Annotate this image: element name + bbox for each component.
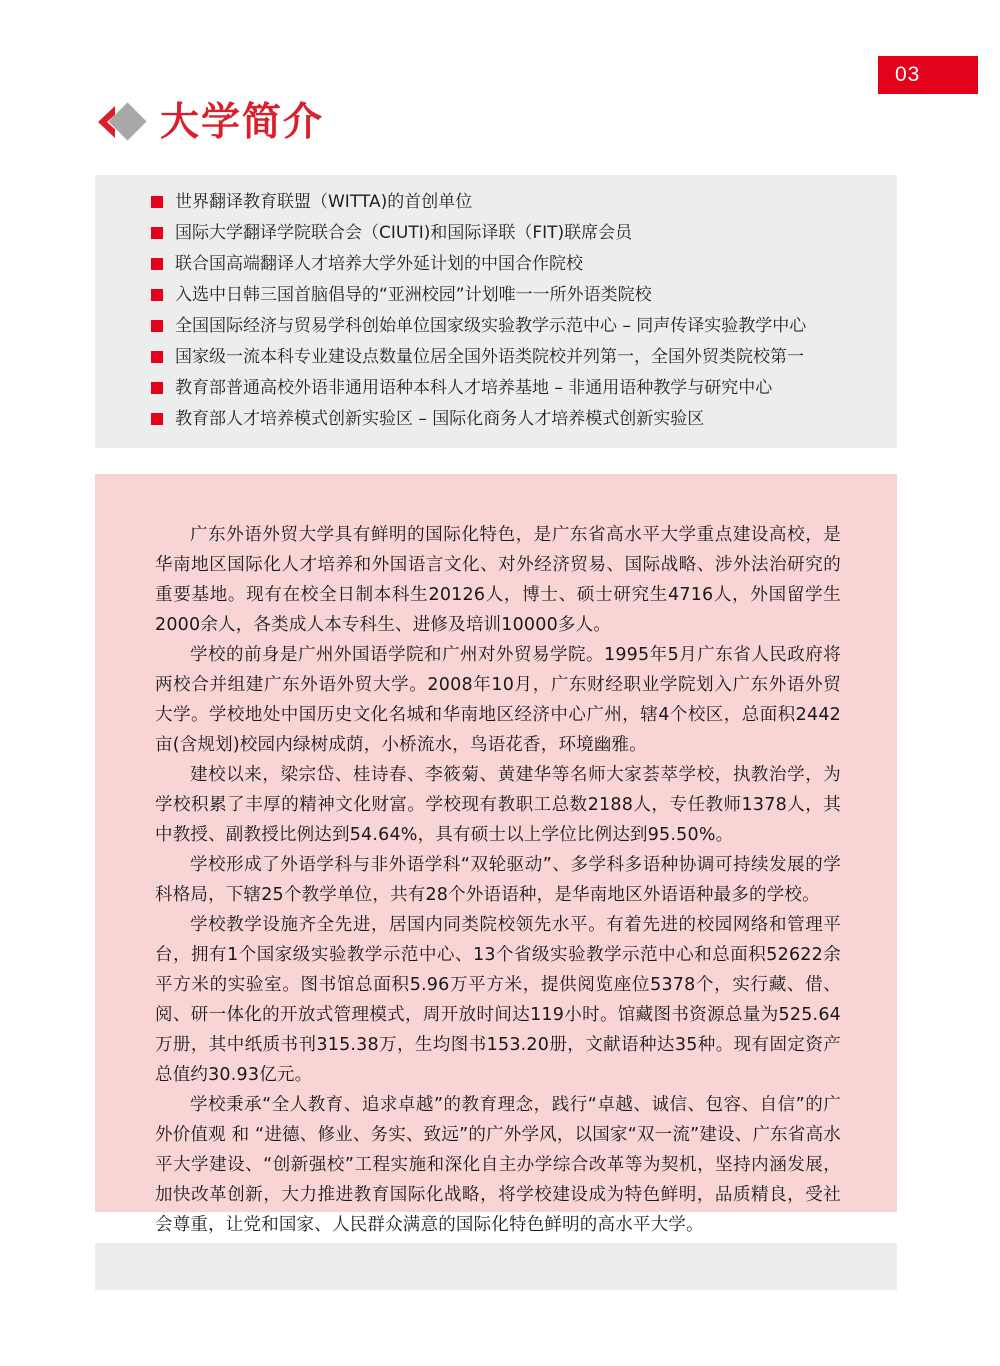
square-bullet-icon [151, 320, 163, 332]
list-item [95, 344, 897, 375]
intro-paragraph: 学校秉承“全人教育、追求卓越”的教育理念，践行“卓越、诚信、包容、自信”的广外价值观 和 “进德、修业、务实、致远”的广外学风，以国家“双一流”建设、广东省高水平大学建设、“创新强校”工程实施和深化自主办学综合改革等为契机，坚持内涵发展，加快改革创新，大力推进教育国际化战略，将学校建设成为特色鲜明，品质精良，受社会尊重，让党和国家、人民群众满意的国际化特色鲜明的高水平大学。 [155, 1095, 841, 1235]
list-item [95, 220, 897, 251]
list-item [95, 375, 897, 406]
list-item [95, 251, 897, 282]
square-bullet-icon [151, 413, 163, 425]
list-item-label: 联合国高端翻译人才培养大学外延计划的中国合作院校 [175, 254, 583, 274]
square-bullet-icon [151, 289, 163, 301]
intro-panel [95, 474, 897, 1235]
intro-paragraph: 学校教学设施齐全先进，居国内同类院校领先水平。有着先进的校园网络和管理平台，拥有1个国家级实验教学示范中心、13个省级实验教学示范中心和总面积52622余平方米的实验室。图书馆总面积5.96万平方米，提供阅览座位5378个，实行藏、借、阅、研一体化的开放式管理模式，周开放时间达119小时。馆藏图书资源总量为525.64万册，其中纸质书刊315.38万，生均图书153.20册，文献语种达35种。现有固定资产总值约30.93亿元。 [155, 915, 841, 1085]
footer-bar [95, 1243, 897, 1290]
square-bullet-icon [151, 258, 163, 270]
list-item-label: 全国国际经济与贸易学科创始单位国家级实验教学示范中心 – 同声传译实验教学中心 [175, 316, 807, 336]
page-number-text: 03 [895, 63, 921, 86]
intro-paragraph: 学校形成了外语学科与非外语学科“双轮驱动”、多学科多语种协调可持续发展的学科格局，下辖25个教学单位，共有28个外语语种，是华南地区外语语种最多的学校。 [155, 855, 841, 905]
square-bullet-icon [151, 382, 163, 394]
highlights-panel [95, 175, 897, 448]
list-item [95, 189, 897, 220]
list-item-label: 教育部普通高校外语非通用语种本科人才培养基地 – 非通用语种教学与研究中心 [175, 378, 773, 398]
list-item-label: 入选中日韩三国首脑倡导的“亚洲校园”计划唯一一所外语类院校 [175, 285, 652, 305]
square-bullet-icon [151, 227, 163, 239]
chevron-diamond-icon [98, 101, 160, 143]
intro-paragraph: 建校以来，梁宗岱、桂诗春、李筱菊、黄建华等名师大家荟萃学校，执教治学，为学校积累了丰厚的精神文化财富。学校现有教职工总数2188人，专任教师1378人，其中教授、副教授比例达到54.64%，具有硕士以上学位比例达到95.50%。 [155, 765, 841, 845]
square-bullet-icon [151, 351, 163, 363]
intro-paragraph: 学校的前身是广州外国语学院和广州对外贸易学院。1995年5月广东省人民政府将两校合并组建广东外语外贸大学。2008年10月，广东财经职业学院划入广东外语外贸大学。学校地处中国历史文化名城和华南地区经济中心广州，辖4个校区，总面积2442亩(含规划)校园内绿树成荫，小桥流水，鸟语花香，环境幽雅。 [155, 645, 841, 755]
page-number-badge [878, 56, 978, 94]
list-item [95, 406, 897, 437]
square-bullet-icon [151, 196, 163, 208]
list-item-label: 国际大学翻译学院联合会（CIUTI)和国际译联（FIT)联席会员 [175, 223, 633, 243]
list-item [95, 282, 897, 313]
page-title: 大学简介 [160, 99, 325, 145]
list-item-label: 教育部人才培养模式创新实验区 – 国际化商务人才培养模式创新实验区 [175, 409, 705, 429]
intro-paragraph: 广东外语外贸大学具有鲜明的国际化特色，是广东省高水平大学重点建设高校，是华南地区国际化人才培养和外国语言文化、对外经济贸易、国际战略、涉外法治研究的重要基地。现有在校全日制本科生20126人，博士、硕士研究生4716人，外国留学生2000余人，各类成人本专科生、进修及培训10000多人。 [155, 525, 841, 635]
list-item-label: 国家级一流本科专业建设点数量位居全国外语类院校并列第一，全国外贸类院校第一 [175, 347, 804, 367]
list-item [95, 313, 897, 344]
section-heading [98, 96, 324, 148]
list-item-label: 世界翻译教育联盟（WITTA)的首创单位 [175, 192, 473, 212]
